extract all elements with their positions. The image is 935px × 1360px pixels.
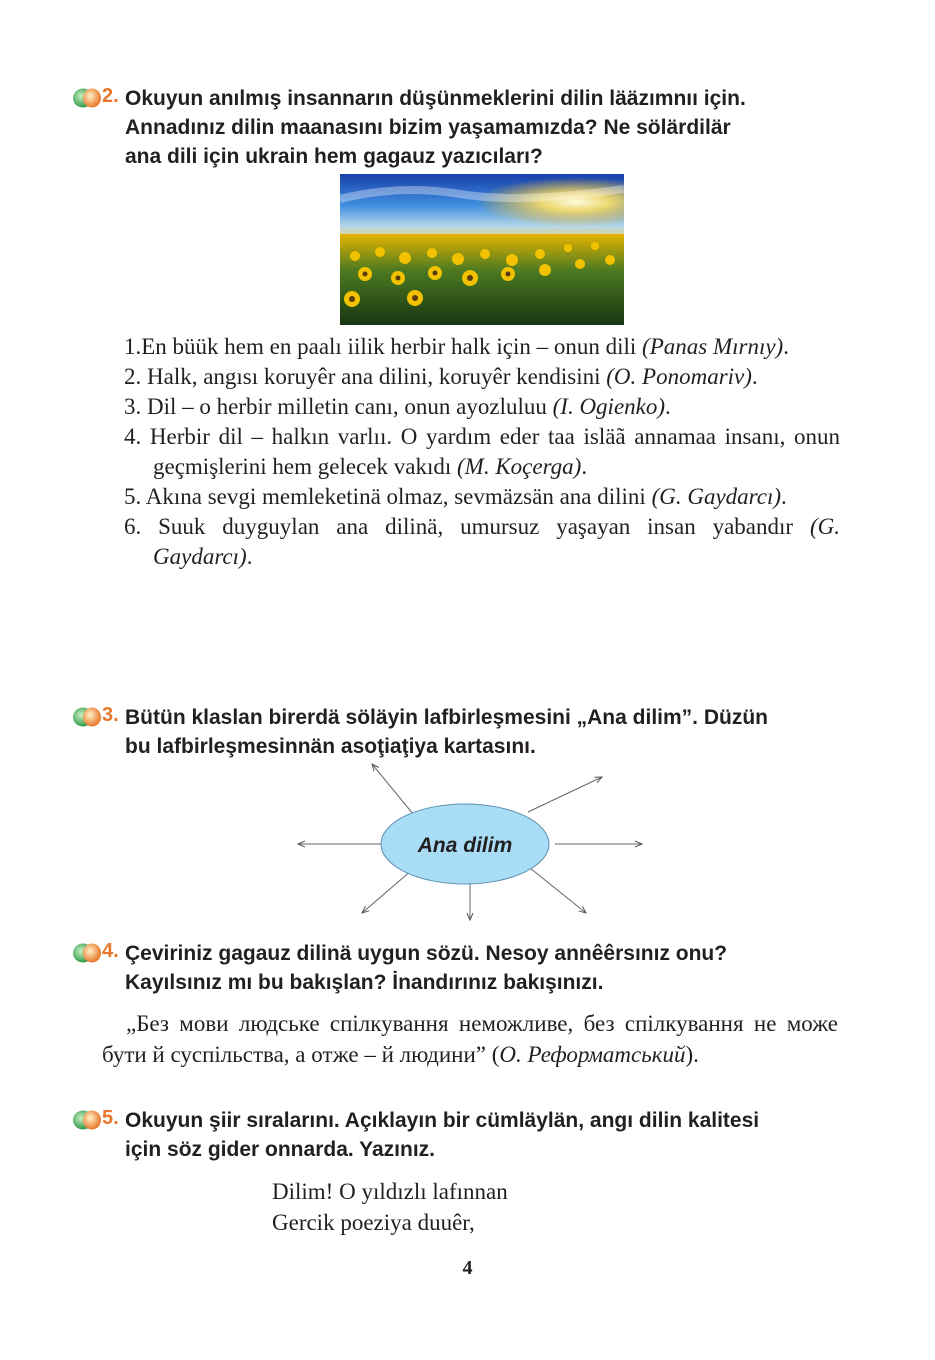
task-4 xyxy=(72,939,852,997)
bullet-marker-icon xyxy=(72,87,102,109)
arrow-line xyxy=(530,868,586,913)
arrow-line xyxy=(372,764,418,820)
quote-item: 4. Herbir dil – halkın varlıı. O yardım eder taa isläã annamaa insanı, onun geçmişlerini hem gelecek vakıdı (M. Koçerga). xyxy=(124,424,840,479)
quotes-list xyxy=(124,332,840,572)
task-number: 2. xyxy=(102,85,119,107)
task-question: Çeviriniz gagauz dilinä uygun sözü. Nesoy annêêrsınız onu? Kayılsınız mı bu bakışlan? İnandırınız bakışınızı. xyxy=(125,942,728,994)
center-label: Ana dilim xyxy=(417,834,513,857)
task-2 xyxy=(72,84,852,171)
quote-item: 1.En büük hem en paalı iilik herbir halk için – onun dili (Panas Mırnıy). xyxy=(124,334,789,359)
quote-item: 6. Suuk duyguylan ana dilinä, umursuz yaşayan insan yabandır (G. Gaydarcı). xyxy=(124,514,840,569)
bullet-marker-icon xyxy=(72,942,102,964)
poem xyxy=(272,1176,508,1238)
task-number: 4. xyxy=(102,940,119,962)
quote-item: 2. Halk, angısı koruyêr ana dilini, koruyêr kendisini (O. Ponomariv). xyxy=(124,364,758,389)
sunflower-field-photo xyxy=(340,174,624,325)
task-5 xyxy=(72,1106,852,1164)
task-question: Okuyun şiir sıralarını. Açıklayın bir cümläylän, angı dilin kalitesi için söz gider onnarda. Yazınız. xyxy=(125,1109,760,1161)
quote-item: 5. Akına sevgi memleketinä olmaz, sevmäzsän ana dilini (G. Gaydarcı). xyxy=(124,484,787,509)
task-number: 5. xyxy=(102,1107,119,1129)
ukrainian-quote: „Без мови людське спілкування неможливе, без спілкування не може бути й суспільства, а отже – й людини” (О. Реформатський). xyxy=(102,1011,838,1067)
task-3 xyxy=(72,703,852,761)
arrow-line xyxy=(528,777,602,812)
poem-line: Dilim! O yıldızlı lafınnan xyxy=(272,1179,508,1204)
poem-line: Gercik poeziya duuêr, xyxy=(272,1210,475,1235)
task-question: Bütün klaslan birerdä söläyin lafbirleşmesini „Ana dilim”. Düzün bu lafbirleşmesinnän asoţiaţiya kartasını. xyxy=(125,706,768,758)
task-question: Okuyun anılmış insannarın düşünmeklerini dilin lääzımnıı için. Annadınız dilin maanasını bizim yaşamamızda? Ne sölärdilär ana dili için ukrain hem gagauz yazıcıları? xyxy=(125,87,746,168)
page-number: 4 xyxy=(462,1257,473,1279)
arrow-line xyxy=(362,870,412,913)
bullet-marker-icon xyxy=(72,1109,102,1131)
task-number: 3. xyxy=(102,704,119,726)
quote-item: 3. Dil – o herbir milletin canı, onun ayozluluu (I. Ogienko). xyxy=(124,394,671,419)
association-diagram xyxy=(290,760,650,925)
bullet-marker-icon xyxy=(72,706,102,728)
